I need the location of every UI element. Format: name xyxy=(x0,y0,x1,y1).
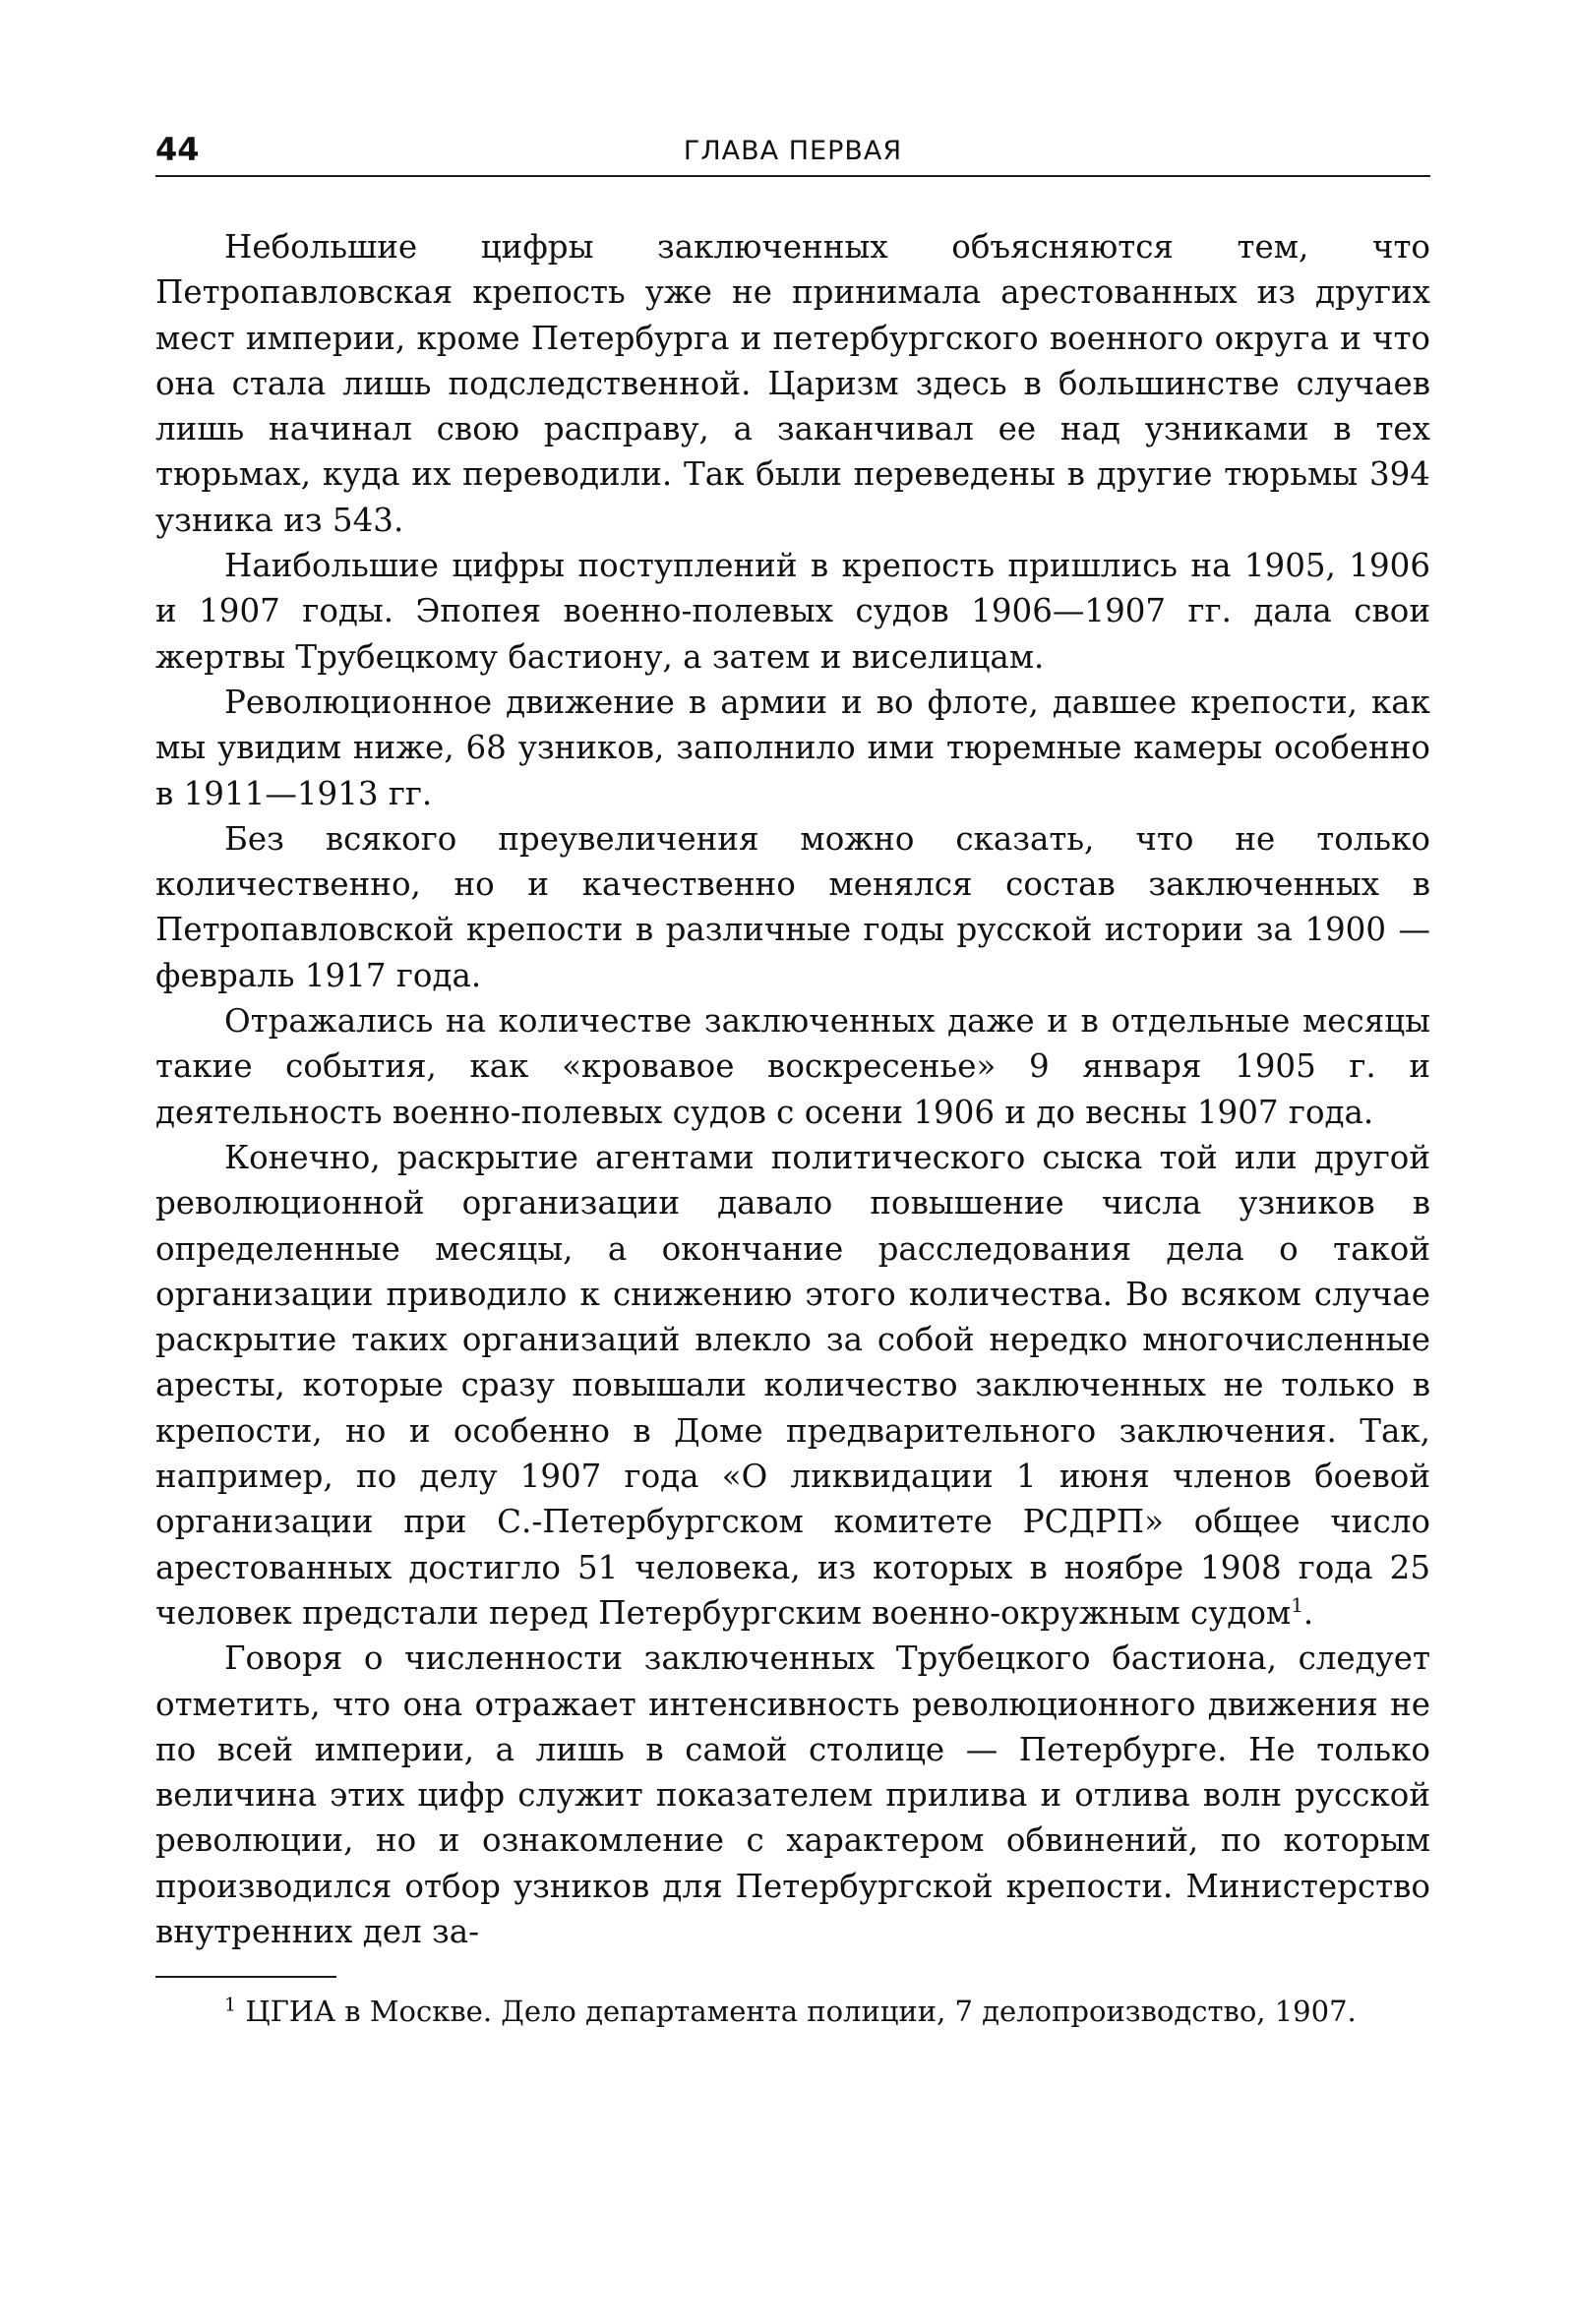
book-page xyxy=(155,130,1430,2031)
footnote xyxy=(155,1992,1430,2031)
chapter-title: ГЛАВА ПЕРВАЯ xyxy=(683,136,903,166)
footnote-divider xyxy=(155,1976,336,1978)
footnote-reference[interactable]: 1 xyxy=(1291,1593,1303,1618)
paragraph-6-end: . xyxy=(1302,1593,1314,1632)
body-text xyxy=(155,224,1430,1954)
paragraph-3: Революционное движение в армии и во флоте, давшее крепости, как мы увидим ниже, 68 узников, заполнило ими тюремные камеры особенно в 1911—1913 гг. xyxy=(155,683,1430,812)
paragraph-5: Отражались на количестве заключенных даже и в отдельные месяцы такие события, как «кровавое воскресенье» 9 января 1905 г. и деятельность военно-полевых судов с осени 1906 и до весны 1907 года. xyxy=(155,1002,1430,1131)
paragraph-2: Наибольшие цифры поступлений в крепость пришлись на 1905, 1906 и 1907 годы. Эпопея военно-полевых судов 1906—1907 гг. дала свои жертвы Трубецкому бастиону, а затем и виселицам. xyxy=(155,547,1430,676)
paragraph-6 xyxy=(155,1135,1430,1636)
running-head xyxy=(155,130,1430,177)
paragraph-1: Небольшие цифры заключенных объясняются тем, что Петропавловская крепость уже не принимала арестованных из других мест империи, кроме Петербурга и петербургского военного округа и что она стала лишь подследственной. Царизм здесь в большинстве случаев лишь начинал свою расправу, а заканчивал ее над узниками в тех тюрьмах, куда их переводили. Так были переведены в другие тюрьмы 394 узника из 543. xyxy=(155,228,1430,539)
footnote-text: ЦГИА в Москве. Дело департамента полиции, 7 делопроизводство, 1907. xyxy=(245,1995,1357,2029)
paragraph-7: Говоря о численности заключенных Трубецкого бастиона, следует отметить, что она отражает интенсивность революционного движения не по всей империи, а лишь в самой столице — Петербурге. Не только величина этих цифр служит показателем прилива и отлива волн русской революции, но и ознакомление с характером обвинений, по которым производился отбор узников для Петербургской крепости. Министерство внутренних дел за- xyxy=(155,1639,1430,1950)
page-number: 44 xyxy=(155,131,200,168)
footnote-marker: 1 xyxy=(224,1994,237,2016)
paragraph-4: Без всякого преувеличения можно сказать, что не только количественно, но и качественно менялся состав заключенных в Петропавловской крепости в различные годы русской истории за 1900 — февраль 1917 года. xyxy=(155,819,1430,994)
paragraph-6-text: Конечно, раскрытие агентами политического сыска той или другой революционной организации давало повышение числа узников в определенные месяцы, а окончание расследования дела о такой организации приводило к снижению этого количества. Во всяком случае раскрытие таких организаций влекло за собой нередко многочисленные аресты, которые сразу повышали количество заключенных не только в крепости, но и особенно в Доме предварительного заключения. Так, например, по делу 1907 года «О ликвидации 1 июня членов боевой организации при С.-Петербургском комитете РСДРП» общее число арестованных достигло 51 человека, из которых в ноябре 1908 года 25 человек предстали перед Петербургским военно-окружным судом xyxy=(155,1138,1430,1632)
